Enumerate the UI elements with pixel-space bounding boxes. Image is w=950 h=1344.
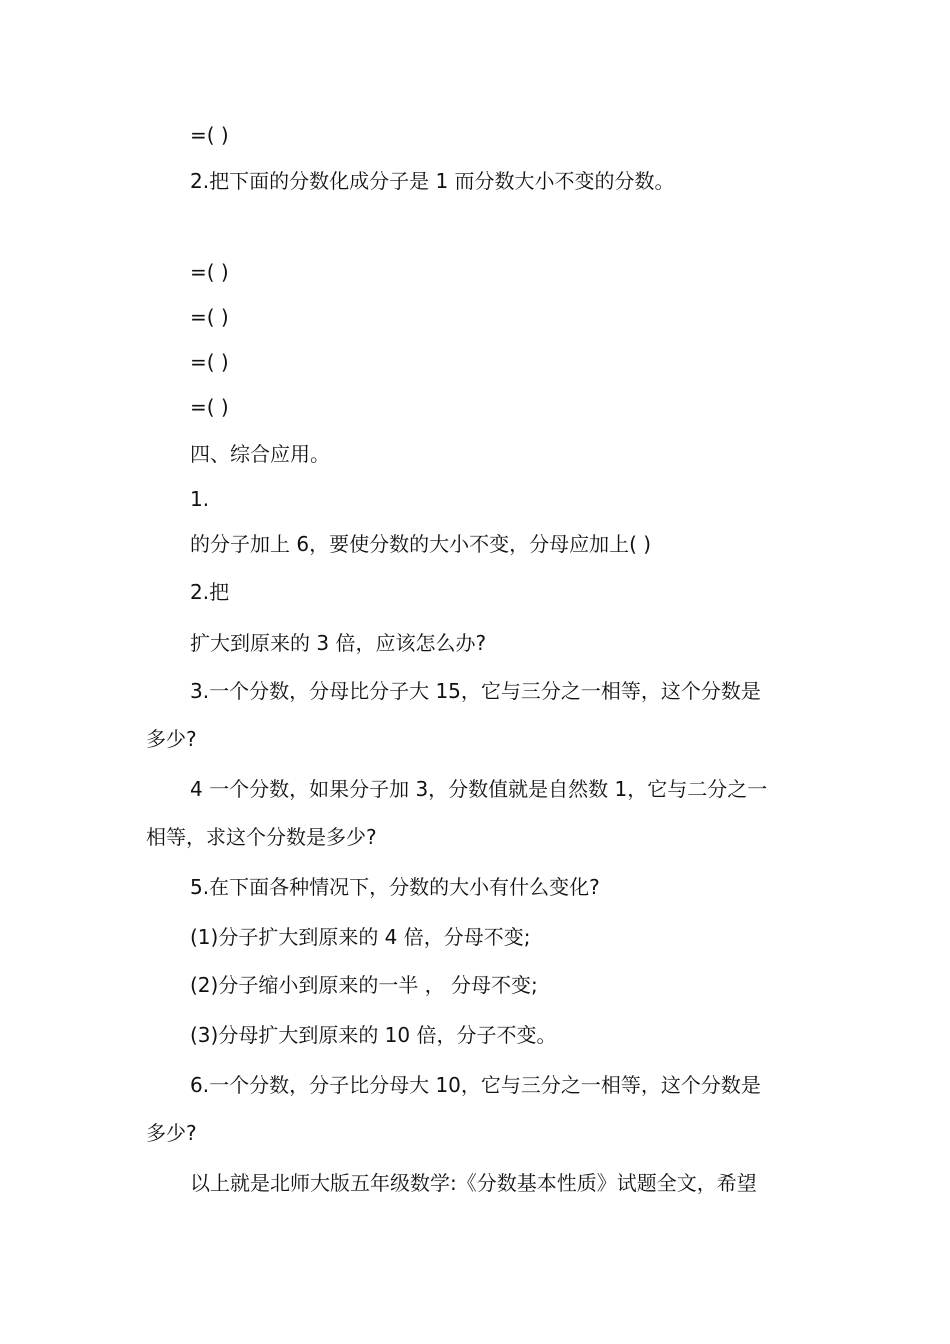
question-text-continuation: 多少?: [146, 1121, 197, 1145]
question-text-continuation: 相等，求这个分数是多少?: [146, 825, 377, 849]
answer-blank-line: =( ): [190, 260, 229, 284]
sub-question: (2)分子缩小到原来的一半 ， 分母不变;: [190, 973, 538, 997]
section-heading: 四、综合应用。: [190, 442, 330, 466]
question-text: 扩大到原来的 3 倍，应该怎么办?: [190, 631, 487, 655]
question-text: 4 一个分数，如果分子加 3，分数值就是自然数 1，它与二分之一: [190, 777, 768, 801]
sub-question: (1)分子扩大到原来的 4 倍，分母不变;: [190, 925, 531, 949]
answer-blank-line: =( ): [190, 350, 229, 374]
question-text: 5.在下面各种情况下，分数的大小有什么变化?: [190, 875, 600, 899]
question-number: 1.: [190, 487, 210, 511]
answer-blank-line: =( ): [190, 305, 229, 329]
question-instruction: 2.把下面的分数化成分子是 1 而分数大小不变的分数。: [190, 169, 675, 193]
sub-question: (3)分母扩大到原来的 10 倍，分子不变。: [190, 1023, 557, 1047]
question-text-continuation: 多少?: [146, 727, 197, 751]
question-text: 6.一个分数，分子比分母大 10，它与三分之一相等，这个分数是: [190, 1073, 761, 1097]
answer-blank-line: =( ): [190, 123, 229, 147]
answer-blank-line: =( ): [190, 395, 229, 419]
question-number: 2.把: [190, 580, 230, 604]
question-text: 3.一个分数，分母比分子大 15，它与三分之一相等，这个分数是: [190, 679, 761, 703]
closing-paragraph: 以上就是北师大版五年级数学:《分数基本性质》试题全文，希望: [190, 1171, 757, 1195]
question-text: 的分子加上 6，要使分数的大小不变，分母应加上( ): [190, 532, 652, 556]
